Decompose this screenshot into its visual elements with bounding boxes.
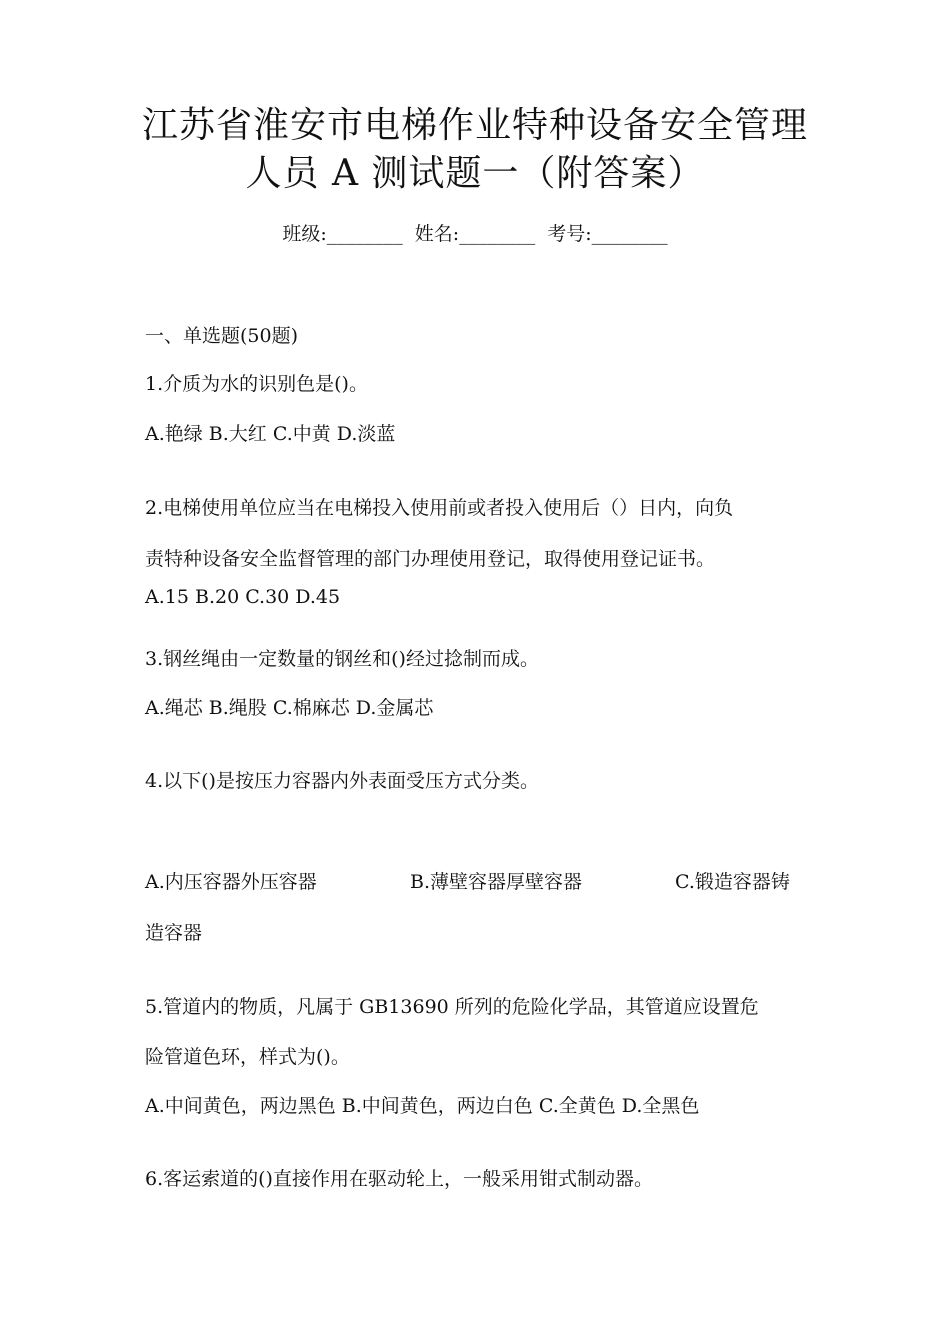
exam-number-field: 考号:________ — [547, 223, 668, 245]
question-4-text: 4.以下()是按压力容器内外表面受压方式分类。 — [145, 770, 539, 792]
question-4-options — [145, 868, 815, 896]
question-5-text-line-2: 险管道色环，样式为()。 — [145, 1046, 350, 1068]
section-heading: 一、单选题(50题) — [145, 325, 299, 347]
question-3-text: 3.钢丝绳由一定数量的钢丝和()经过捻制而成。 — [145, 648, 539, 670]
question-4-option-c: C.锻造容器铸 — [675, 871, 790, 893]
document-title-line-2: 人员 A 测试题一（附答案） — [245, 153, 705, 194]
question-2-text-line-1: 2.电梯使用单位应当在电梯投入使用前或者投入使用后（）日内，向负 — [145, 497, 734, 519]
question-3-options: A.绳芯 B.绳股 C.棉麻芯 D.金属芯 — [145, 697, 434, 719]
question-1-options: A.艳绿 B.大红 C.中黄 D.淡蓝 — [145, 423, 396, 445]
student-info-line — [0, 220, 950, 248]
class-field: 班级:________ — [282, 223, 403, 245]
question-5-text-line-1: 5.管道内的物质，凡属于 GB13690 所列的危险化学品，其管道应设置危 — [145, 996, 759, 1018]
question-2-text-line-2: 责特种设备安全监督管理的部门办理使用登记，取得使用登记证书。 — [145, 548, 716, 570]
question-5-options: A.中间黄色，两边黑色 B.中间黄色，两边白色 C.全黄色 D.全黑色 — [145, 1095, 700, 1117]
question-1-text: 1.介质为水的识别色是()。 — [145, 373, 368, 395]
name-field: 姓名:________ — [414, 223, 536, 245]
question-6-text: 6.客运索道的()直接作用在驱动轮上，一般采用钳式制动器。 — [145, 1168, 653, 1190]
question-2-options: A.15 B.20 C.30 D.45 — [145, 586, 341, 608]
document-title-line-1: 江苏省淮安市电梯作业特种设备安全管理 — [141, 105, 808, 146]
question-4-option-b: B.薄壁容器厚壁容器 — [410, 871, 583, 893]
question-4-options-continued: 造容器 — [145, 922, 203, 944]
question-4-option-a: A.内压容器外压容器 — [145, 871, 317, 893]
